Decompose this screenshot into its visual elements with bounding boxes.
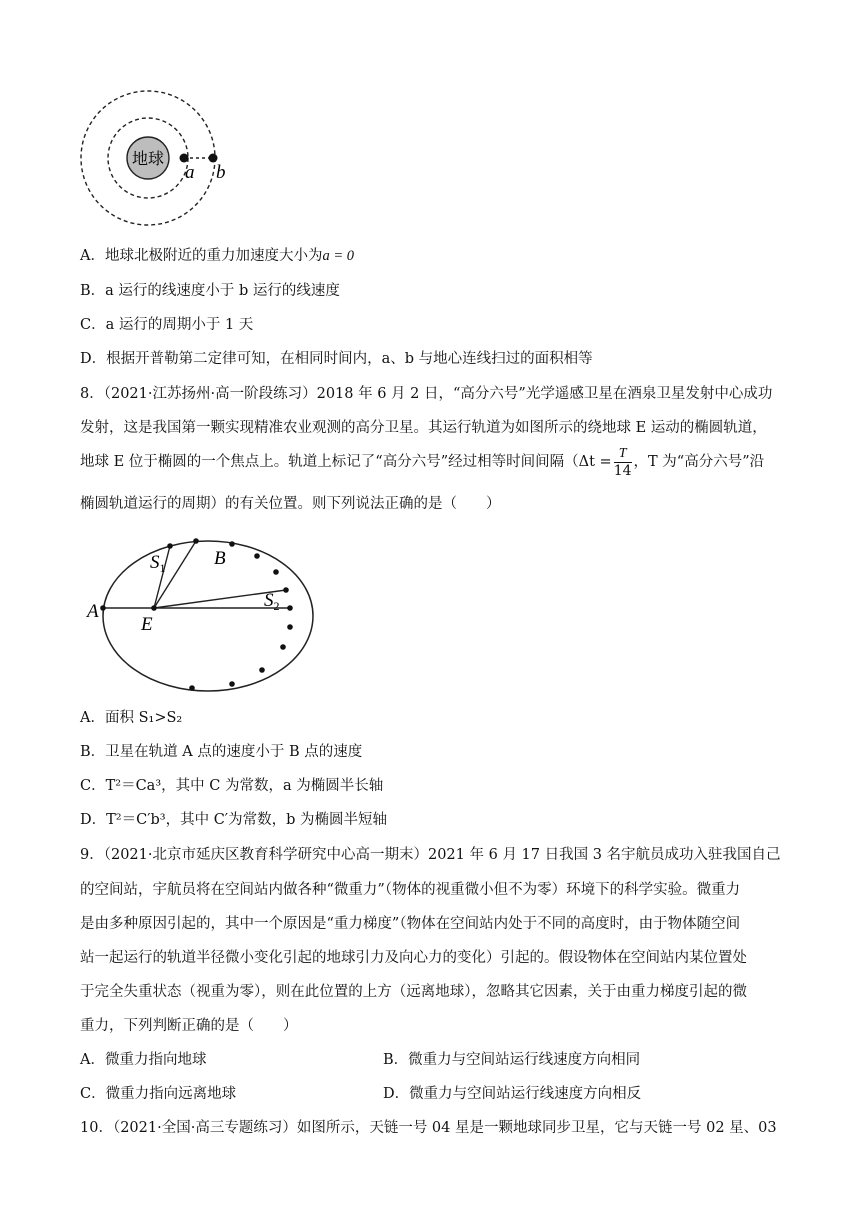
q7-option-a-text: A．地球北极附近的重力加速度大小为 <box>80 248 323 264</box>
q8-stem-line-3 <box>80 444 764 480</box>
q7-option-d: D．根据开普勒第二定律可知，在相同时间内，a、b 与地心连线扫过的面积相等 <box>80 351 593 367</box>
q8-stem-line-2: 发射，这是我国第一颗实现精准农业观测的高分卫星。其运行轨道为如图所示的绕地球 E 运动的椭圆轨道， <box>80 420 767 436</box>
q7-option-b: B．a 运行的线速度小于 b 运行的线速度 <box>80 283 340 299</box>
s2-letter: S <box>264 590 274 611</box>
q9-option-a: A．微重力指向地球 <box>80 1052 207 1068</box>
label-s1 <box>150 552 166 575</box>
label-e-earth: E <box>141 614 153 635</box>
orbit-figure <box>80 88 240 228</box>
q7-option-a <box>80 246 354 266</box>
q9-stem-line-5: 于完全失重状态（视重为零），则在此位置的上方（远离地球），忽略其它因素，关于由重力梯度引起的微 <box>80 984 747 1000</box>
q9-stem-line-3: 是由多种原因引起的，其中一个原因是“重力梯度”（物体在空间站内处于不同的高度时，由于物体随空间 <box>80 916 741 932</box>
q9-stem-line-4: 站一起运行的轨道半径微小变化引起的地球引力及向心力的变化）引起的。假设物体在空间站内某位置处 <box>80 950 747 966</box>
fraction-denominator: 14 <box>613 462 632 479</box>
fraction-numerator: T <box>614 446 632 463</box>
q8-option-d: D．T²＝C′b³，其中 C′为常数，b 为椭圆半短轴 <box>80 812 387 828</box>
position-dot <box>167 543 173 549</box>
q8-stem-line-3-b: ，T 为“高分六号”沿 <box>633 454 765 470</box>
position-dot <box>189 685 195 691</box>
earth-focus-dot <box>151 605 157 611</box>
position-dot <box>193 538 199 544</box>
s1-letter: S <box>150 552 160 573</box>
q9-option-c: C．微重力指向远离地球 <box>80 1086 237 1102</box>
q8-option-a: A．面积 S₁>S₂ <box>80 710 183 726</box>
position-dot <box>280 644 286 650</box>
s1-subscript: 1 <box>159 561 166 575</box>
earth-label: 地球 <box>131 151 165 168</box>
q9-stem-line-1: 9．（2021·北京市延庆区教育科学研究中心高一期末）2021 年 6 月 17 日我国 3 名宇航员成功入驻我国自己 <box>80 847 781 863</box>
q9-stem-line-6: 重力，下列判断正确的是（ ） <box>80 1018 298 1034</box>
position-dot <box>287 624 293 630</box>
position-dot <box>254 553 260 559</box>
q8-option-c: C．T²＝Ca³，其中 C 为常数，a 为椭圆半长轴 <box>80 778 384 794</box>
label-a-point: A <box>87 601 99 622</box>
q9-stem-line-2: 的空间站，宇航员将在空间站内做各种“微重力”（物体的视重微小但不为零）环境下的科学实验。微重力 <box>80 882 741 898</box>
position-dot <box>273 569 279 575</box>
q8-stem-line-4: 椭圆轨道运行的周期）的有关位置。则下列说法正确的是（ ） <box>80 496 501 512</box>
position-dot <box>259 667 265 673</box>
label-b: b <box>216 162 226 183</box>
label-s2 <box>264 590 280 613</box>
label-a: a <box>185 162 195 183</box>
position-dot <box>287 605 293 611</box>
position-dot <box>283 587 289 593</box>
label-b-point: B <box>214 548 226 569</box>
position-dot <box>229 681 235 687</box>
q9-option-b: B．微重力与空间站运行线速度方向相同 <box>383 1052 641 1068</box>
position-dot <box>100 605 106 611</box>
q10-stem-line-1: 10．（2021·全国·高三专题练习）如图所示，天链一号 04 星是一颗地球同步卫星，它与天链一号 02 星、03 <box>80 1120 777 1136</box>
s2-subscript: 2 <box>273 599 280 613</box>
q7-option-c: C．a 运行的周期小于 1 天 <box>80 317 254 333</box>
orbit-position-dots <box>100 538 293 691</box>
q9-option-d: D．微重力与空间站运行线速度方向相反 <box>383 1086 642 1102</box>
position-dot <box>229 541 235 547</box>
ellipse-orbit-figure <box>80 532 320 700</box>
q7-option-a-equation: a = 0 <box>322 248 355 264</box>
q8-stem-line-1: 8．（2021·江苏扬州·高一阶段练习）2018 年 6 月 2 日，“高分六号”光学遥感卫星在酒泉卫星发射中心成功 <box>80 386 773 402</box>
q8-option-b: B．卫星在轨道 A 点的速度小于 B 点的速度 <box>80 744 363 760</box>
time-fraction <box>614 446 632 479</box>
q8-stem-line-3-a: 地球 E 位于椭圆的一个焦点上。轨道上标记了“高分六号”经过相等时间间隔（Δt = <box>80 454 612 470</box>
orbit-ellipse <box>103 541 313 691</box>
